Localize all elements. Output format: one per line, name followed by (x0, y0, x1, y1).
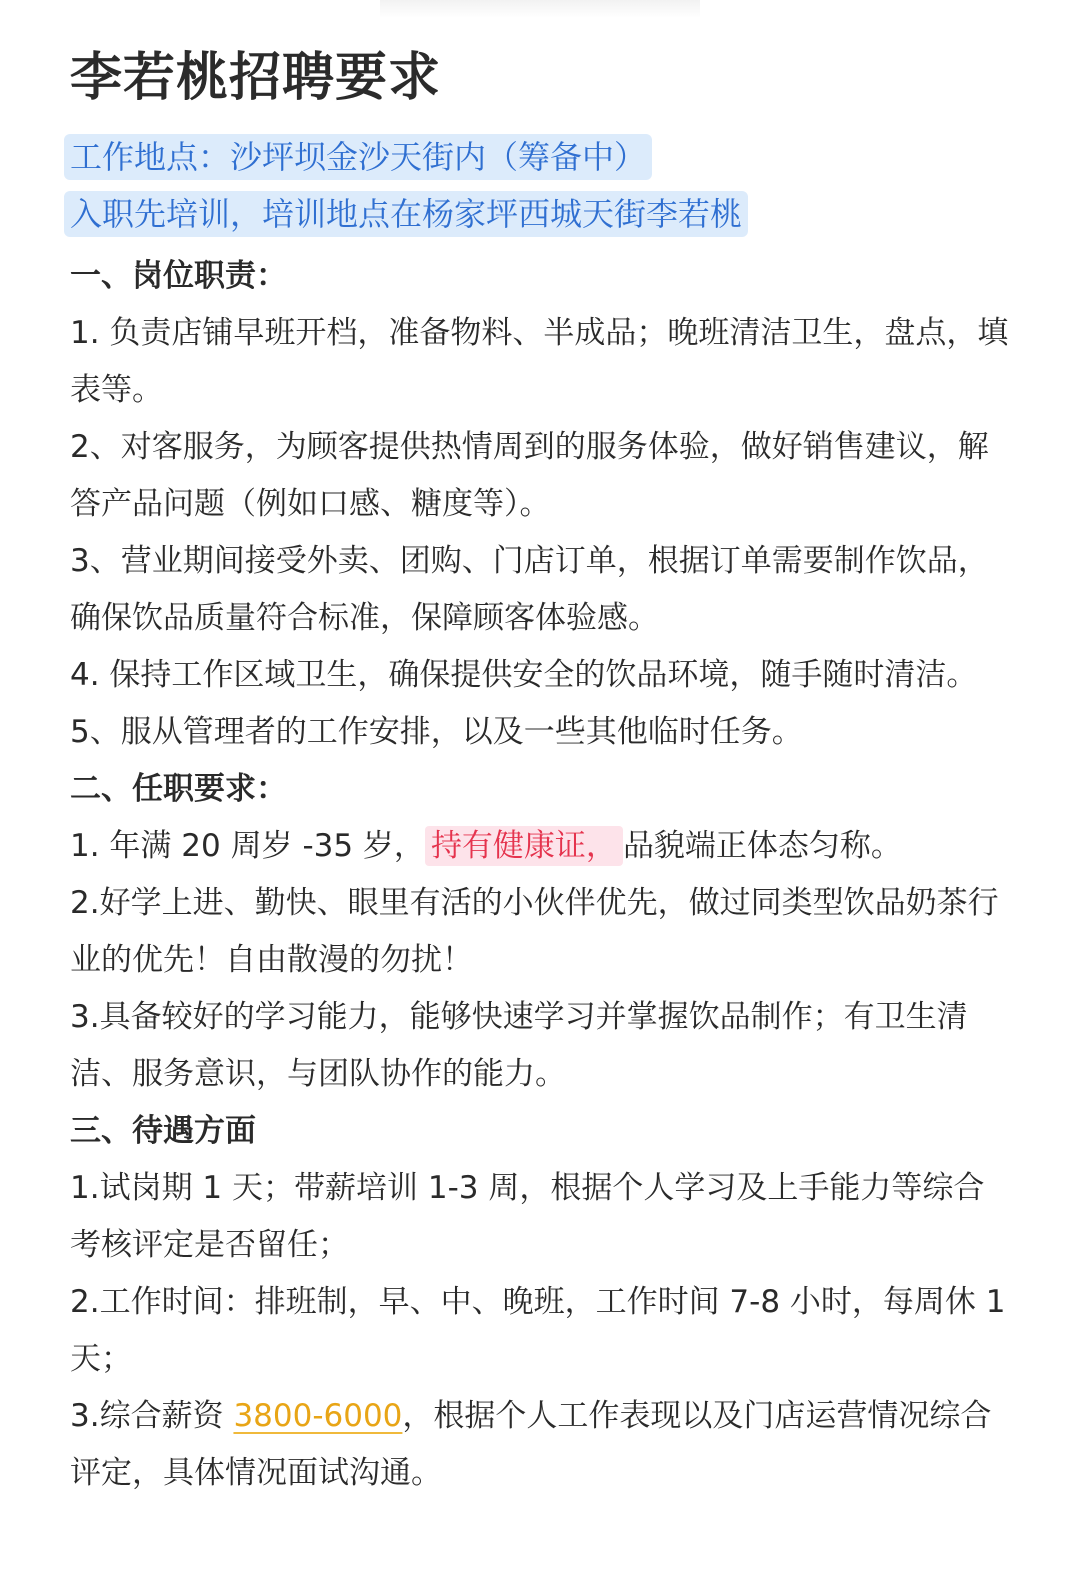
page-title: 李若桃招聘要求 (70, 48, 442, 108)
requirement-item-3: 3.具备较好的学习能力，能够快速学习并掌握饮品制作；有卫生清洁、服务意识，与团队协作的能力。 (70, 999, 968, 1092)
requirement-age-text: 1. 年满 20 周岁 -35 岁， (70, 828, 425, 864)
salary-range: 3800-6000 (233, 1398, 403, 1434)
training-location-highlight: 入职先培训，培训地点在杨家坪西城天街李若桃 (64, 191, 748, 237)
duty-item-5: 5、服从管理者的工作安排，以及一些其他临时任务。 (70, 714, 803, 750)
benefit-item-3 (70, 1388, 1010, 1502)
duty-item-2: 2、对客服务，为顾客提供热情周到的服务体验，做好销售建议，解答产品问题（例如口感、糖度等）。 (70, 429, 989, 522)
salary-label: 3.综合薪资 (70, 1398, 234, 1434)
duty-item-4: 4. 保持工作区域卫生，确保提供安全的饮品环境，随手随时清洁。 (70, 657, 978, 693)
requirement-appearance-text: 品貌端正体态匀称。 (622, 828, 902, 864)
work-location-highlight: 工作地点：沙坪坝金沙天街内（筹备中） (64, 134, 652, 180)
requirements-heading: 二、任职要求： (70, 771, 287, 807)
benefit-item-2: 2.工作时间：排班制，早、中、晚班，工作时间 7-8 小时，每周休 1 天； (70, 1284, 1006, 1377)
training-line (70, 191, 1010, 248)
top-edge-fade (380, 0, 700, 18)
duties-heading: 一、岗位职责： (70, 258, 287, 294)
requirement-item-2: 2.好学上进、勤快、眼里有活的小伙伴优先，做过同类型饮品奶茶行业的优先！自由散漫的勿扰！ (70, 885, 999, 978)
salary-note: ，根据个人工作表现以及门店运营情况综合评定，具体情况面试沟通。 (70, 1398, 992, 1491)
location-line (70, 134, 1010, 191)
duty-item-1: 1. 负责店铺早班开档，准备物料、半成品；晚班清洁卫生，盘点，填表等。 (70, 315, 1009, 408)
duty-item-3: 3、营业期间接受外卖、团购、门店订单，根据订单需要制作饮品，确保饮品质量符合标准，保障顾客体验感。 (70, 543, 989, 636)
health-cert-highlight: 持有健康证， (425, 826, 623, 866)
recruitment-document (70, 40, 1010, 1502)
benefits-heading: 三、待遇方面 (70, 1113, 256, 1149)
requirement-item-1 (70, 818, 1010, 875)
benefit-item-1: 1.试岗期 1 天；带薪培训 1-3 周，根据个人学习及上手能力等综合考核评定是否留任； (70, 1170, 985, 1263)
